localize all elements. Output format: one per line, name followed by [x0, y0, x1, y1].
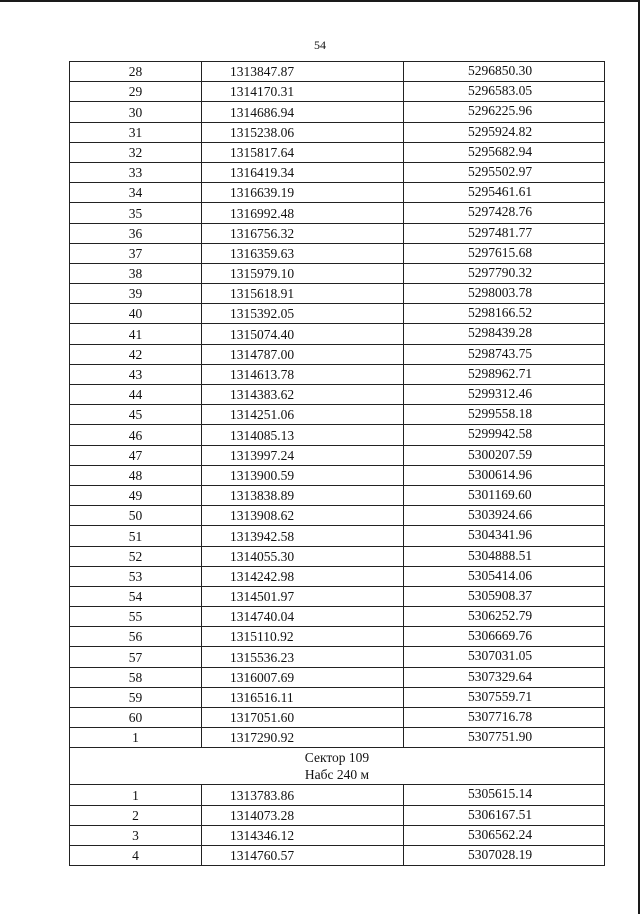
table-row	[70, 385, 605, 405]
table-row	[70, 223, 605, 243]
section-subtitle: Набс 240 м	[304, 767, 370, 783]
point-number-cell: 53	[70, 566, 202, 586]
y-coordinate-cell: 5301169.60	[404, 485, 605, 505]
section-header-row	[70, 748, 605, 785]
point-number-cell: 36	[70, 223, 202, 243]
x-coordinate-cell: 1313900.59	[202, 465, 404, 485]
x-coordinate-cell: 1313997.24	[202, 445, 404, 465]
point-number-cell: 59	[70, 687, 202, 707]
table-row	[70, 142, 605, 162]
section-header-cell	[70, 748, 605, 785]
table-row	[70, 324, 605, 344]
table-row	[70, 344, 605, 364]
section-title: Сектор 109	[304, 750, 370, 766]
table-row	[70, 566, 605, 586]
point-number-cell: 41	[70, 324, 202, 344]
x-coordinate-cell: 1315238.06	[202, 122, 404, 142]
x-coordinate-cell: 1314055.30	[202, 546, 404, 566]
y-coordinate-cell: 5305615.14	[404, 785, 605, 805]
table-row	[70, 82, 605, 102]
point-number-cell: 58	[70, 667, 202, 687]
x-coordinate-cell: 1315074.40	[202, 324, 404, 344]
y-coordinate-cell: 5303924.66	[404, 506, 605, 526]
point-number-cell: 30	[70, 102, 202, 122]
y-coordinate-cell: 5295924.82	[404, 122, 605, 142]
table-row	[70, 728, 605, 748]
y-coordinate-cell: 5304341.96	[404, 526, 605, 546]
x-coordinate-cell: 1314613.78	[202, 364, 404, 384]
table-row	[70, 284, 605, 304]
x-coordinate-cell: 1314085.13	[202, 425, 404, 445]
x-coordinate-cell: 1315618.91	[202, 284, 404, 304]
point-number-cell: 46	[70, 425, 202, 445]
x-coordinate-cell: 1313847.87	[202, 62, 404, 82]
y-coordinate-cell: 5299312.46	[404, 385, 605, 405]
x-coordinate-cell: 1313908.62	[202, 506, 404, 526]
y-coordinate-cell: 5306669.76	[404, 627, 605, 647]
y-coordinate-cell: 5305908.37	[404, 586, 605, 606]
table-row	[70, 203, 605, 223]
x-coordinate-cell: 1316516.11	[202, 687, 404, 707]
y-coordinate-cell: 5298439.28	[404, 324, 605, 344]
point-number-cell: 44	[70, 385, 202, 405]
x-coordinate-cell: 1313942.58	[202, 526, 404, 546]
point-number-cell: 42	[70, 344, 202, 364]
x-coordinate-cell: 1313838.89	[202, 485, 404, 505]
table-row	[70, 526, 605, 546]
x-coordinate-cell: 1314383.62	[202, 385, 404, 405]
point-number-cell: 32	[70, 142, 202, 162]
x-coordinate-cell: 1315392.05	[202, 304, 404, 324]
point-number-cell: 57	[70, 647, 202, 667]
point-number-cell: 38	[70, 263, 202, 283]
x-coordinate-cell: 1314346.12	[202, 825, 404, 845]
table-row	[70, 506, 605, 526]
coordinates-table-body-main	[70, 62, 605, 748]
x-coordinate-cell: 1316359.63	[202, 243, 404, 263]
x-coordinate-cell: 1314073.28	[202, 805, 404, 825]
x-coordinate-cell: 1314740.04	[202, 607, 404, 627]
table-row	[70, 805, 605, 825]
y-coordinate-cell: 5298962.71	[404, 364, 605, 384]
table-row	[70, 586, 605, 606]
y-coordinate-cell: 5296225.96	[404, 102, 605, 122]
y-coordinate-cell: 5307559.71	[404, 687, 605, 707]
table-row	[70, 263, 605, 283]
point-number-cell: 39	[70, 284, 202, 304]
point-number-cell: 29	[70, 82, 202, 102]
table-row	[70, 687, 605, 707]
table-row	[70, 546, 605, 566]
y-coordinate-cell: 5300614.96	[404, 465, 605, 485]
point-number-cell: 28	[70, 62, 202, 82]
table-row	[70, 465, 605, 485]
y-coordinate-cell: 5306252.79	[404, 607, 605, 627]
y-coordinate-cell: 5306562.24	[404, 825, 605, 845]
table-row	[70, 162, 605, 182]
x-coordinate-cell: 1313783.86	[202, 785, 404, 805]
table-row	[70, 647, 605, 667]
point-number-cell: 49	[70, 485, 202, 505]
y-coordinate-cell: 5306167.51	[404, 805, 605, 825]
x-coordinate-cell: 1316639.19	[202, 183, 404, 203]
x-coordinate-cell: 1315110.92	[202, 627, 404, 647]
table-row	[70, 405, 605, 425]
y-coordinate-cell: 5300207.59	[404, 445, 605, 465]
point-number-cell: 51	[70, 526, 202, 546]
table-row	[70, 304, 605, 324]
point-number-cell: 47	[70, 445, 202, 465]
table-row	[70, 485, 605, 505]
table-row	[70, 183, 605, 203]
table-row	[70, 445, 605, 465]
point-number-cell: 4	[70, 845, 202, 865]
table-row	[70, 607, 605, 627]
point-number-cell: 48	[70, 465, 202, 485]
x-coordinate-cell: 1314251.06	[202, 405, 404, 425]
table-row	[70, 102, 605, 122]
section-header-group	[70, 748, 605, 785]
y-coordinate-cell: 5307716.78	[404, 708, 605, 728]
page-top-edge	[0, 0, 640, 2]
table-row	[70, 627, 605, 647]
x-coordinate-cell: 1317051.60	[202, 708, 404, 728]
y-coordinate-cell: 5295461.61	[404, 183, 605, 203]
y-coordinate-cell: 5307329.64	[404, 667, 605, 687]
table-row	[70, 708, 605, 728]
x-coordinate-cell: 1317290.92	[202, 728, 404, 748]
coordinates-table-body-section	[70, 785, 605, 866]
y-coordinate-cell: 5298003.78	[404, 284, 605, 304]
table-row	[70, 785, 605, 805]
point-number-cell: 2	[70, 805, 202, 825]
y-coordinate-cell: 5297615.68	[404, 243, 605, 263]
x-coordinate-cell: 1316007.69	[202, 667, 404, 687]
y-coordinate-cell: 5296583.05	[404, 82, 605, 102]
table-row	[70, 667, 605, 687]
y-coordinate-cell: 5299558.18	[404, 405, 605, 425]
table-row	[70, 62, 605, 82]
y-coordinate-cell: 5295682.94	[404, 142, 605, 162]
y-coordinate-cell: 5297428.76	[404, 203, 605, 223]
table-row	[70, 122, 605, 142]
point-number-cell: 31	[70, 122, 202, 142]
x-coordinate-cell: 1314170.31	[202, 82, 404, 102]
coordinates-table	[69, 61, 605, 866]
point-number-cell: 1	[70, 785, 202, 805]
point-number-cell: 55	[70, 607, 202, 627]
y-coordinate-cell: 5305414.06	[404, 566, 605, 586]
table-row	[70, 243, 605, 263]
point-number-cell: 35	[70, 203, 202, 223]
table-row	[70, 364, 605, 384]
y-coordinate-cell: 5298166.52	[404, 304, 605, 324]
y-coordinate-cell: 5295502.97	[404, 162, 605, 182]
table-row	[70, 845, 605, 865]
y-coordinate-cell: 5307031.05	[404, 647, 605, 667]
x-coordinate-cell: 1316756.32	[202, 223, 404, 243]
x-coordinate-cell: 1314686.94	[202, 102, 404, 122]
page-number: 54	[314, 38, 326, 52]
x-coordinate-cell: 1314501.97	[202, 586, 404, 606]
point-number-cell: 37	[70, 243, 202, 263]
table-row	[70, 425, 605, 445]
point-number-cell: 33	[70, 162, 202, 182]
y-coordinate-cell: 5299942.58	[404, 425, 605, 445]
point-number-cell: 45	[70, 405, 202, 425]
y-coordinate-cell: 5298743.75	[404, 344, 605, 364]
y-coordinate-cell: 5296850.30	[404, 62, 605, 82]
point-number-cell: 50	[70, 506, 202, 526]
y-coordinate-cell: 5307028.19	[404, 845, 605, 865]
x-coordinate-cell: 1314787.00	[202, 344, 404, 364]
point-number-cell: 56	[70, 627, 202, 647]
x-coordinate-cell: 1315817.64	[202, 142, 404, 162]
point-number-cell: 43	[70, 364, 202, 384]
y-coordinate-cell: 5297481.77	[404, 223, 605, 243]
point-number-cell: 40	[70, 304, 202, 324]
y-coordinate-cell: 5304888.51	[404, 546, 605, 566]
point-number-cell: 60	[70, 708, 202, 728]
point-number-cell: 54	[70, 586, 202, 606]
y-coordinate-cell: 5307751.90	[404, 728, 605, 748]
point-number-cell: 1	[70, 728, 202, 748]
x-coordinate-cell: 1314242.98	[202, 566, 404, 586]
x-coordinate-cell: 1316992.48	[202, 203, 404, 223]
point-number-cell: 52	[70, 546, 202, 566]
point-number-cell: 3	[70, 825, 202, 845]
x-coordinate-cell: 1316419.34	[202, 162, 404, 182]
x-coordinate-cell: 1315536.23	[202, 647, 404, 667]
point-number-cell: 34	[70, 183, 202, 203]
y-coordinate-cell: 5297790.32	[404, 263, 605, 283]
x-coordinate-cell: 1314760.57	[202, 845, 404, 865]
x-coordinate-cell: 1315979.10	[202, 263, 404, 283]
table-row	[70, 825, 605, 845]
